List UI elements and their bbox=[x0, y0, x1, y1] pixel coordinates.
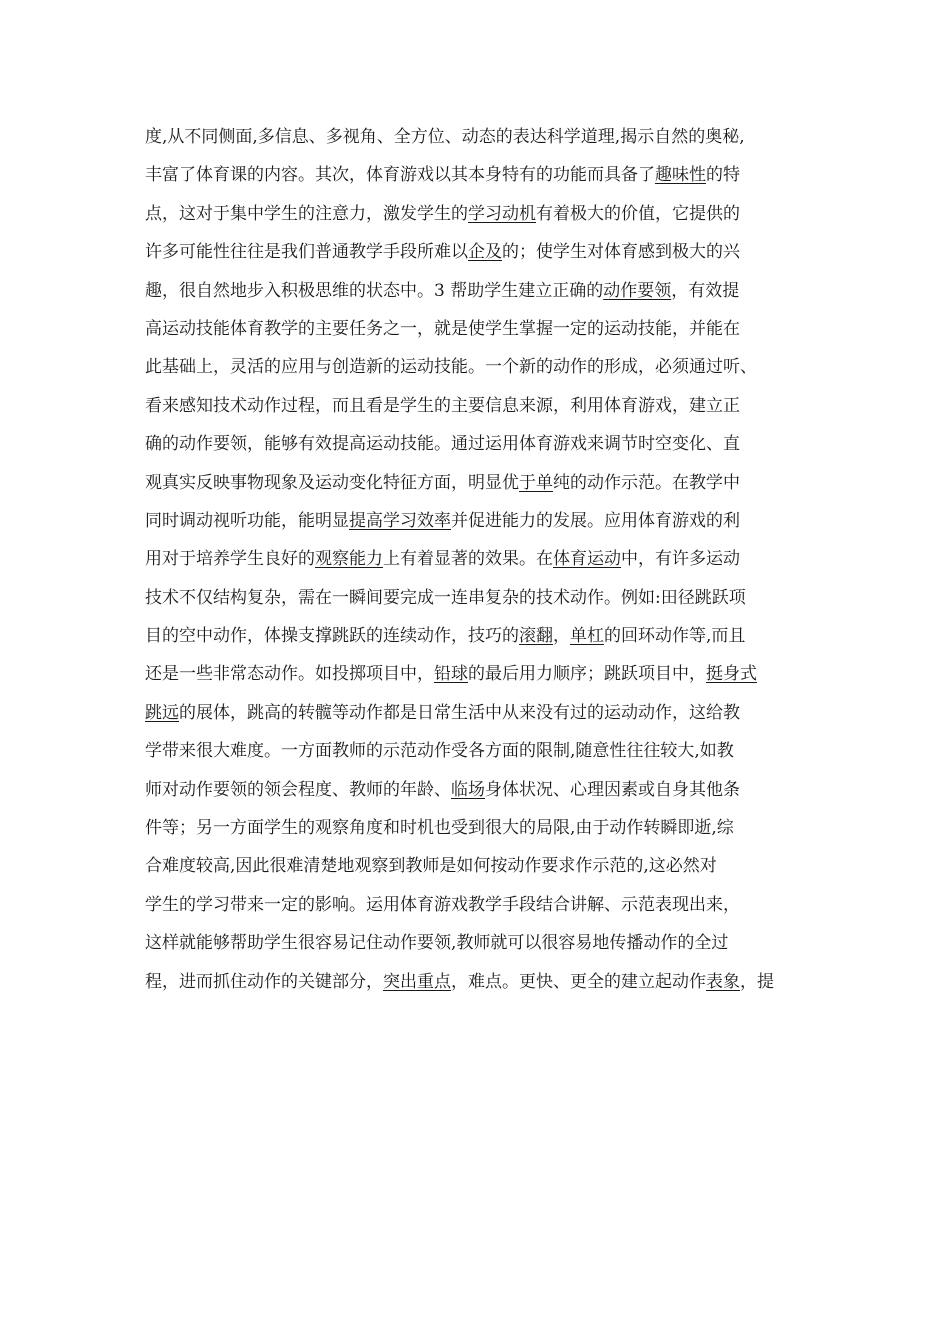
text-run: 看来感知技术动作过程，而且看是学生的主要信息来源，利用体育游戏，建立正 bbox=[145, 395, 740, 416]
hyperlink[interactable]: 表象 bbox=[706, 971, 740, 992]
text-run: ， bbox=[553, 626, 570, 647]
body-text bbox=[145, 118, 810, 1001]
hyperlink[interactable]: 单杠 bbox=[570, 626, 604, 647]
text-run: 学生的学习带来一定的影响。运用体育游戏教学手段结合讲解、示范表现出来， bbox=[145, 894, 740, 915]
text-run: 学带来很大难度。一方面教师的示范动作受各方面的限制,随意性往往较大,如教 bbox=[145, 741, 734, 762]
text-line bbox=[145, 425, 810, 463]
hyperlink[interactable]: 趣味性 bbox=[655, 165, 706, 186]
hyperlink[interactable]: 提高学习效率 bbox=[349, 510, 451, 531]
text-run: 中，有许多运动 bbox=[621, 549, 740, 570]
text-run: 的最后用力顺序；跳跃项目中， bbox=[468, 664, 706, 685]
text-line bbox=[145, 809, 810, 847]
text-line bbox=[145, 771, 810, 809]
text-run: 的展体，跳高的转髋等动作都是日常生活中从来没有过的运动动作，这给教 bbox=[179, 702, 740, 723]
text-run: 趣，很自然地步入积极思维的状态中。3 帮助学生建立正确的 bbox=[145, 280, 604, 301]
text-line bbox=[145, 540, 810, 578]
text-run: 合难度较高,因此很难清楚地观察到教师是如何按动作要求作示范的,这必然对 bbox=[145, 856, 717, 877]
text-run: 点，这对于集中学生的注意力，激发学生的 bbox=[145, 203, 468, 224]
text-run: 的回环动作等,而且 bbox=[604, 626, 746, 647]
text-run: 身体状况、心理因素或自身其他条 bbox=[485, 779, 740, 800]
text-line bbox=[145, 387, 810, 425]
text-run: 许多可能性往往是我们普通教学手段所难以 bbox=[145, 242, 468, 263]
text-line bbox=[145, 233, 810, 271]
text-line bbox=[145, 963, 810, 1001]
text-line bbox=[145, 272, 810, 310]
hyperlink[interactable]: 企及 bbox=[468, 242, 502, 263]
text-run: 师对动作要领的领会程度、教师的年龄、 bbox=[145, 779, 451, 800]
text-run: ，难点。更快、更全的建立起动作 bbox=[451, 971, 706, 992]
text-run: 目的空中动作，体操支撑跳跃的连续动作，技巧的 bbox=[145, 626, 519, 647]
text-line bbox=[145, 732, 810, 770]
text-line bbox=[145, 348, 810, 386]
text-run: 有着极大的价值，它提供的 bbox=[536, 203, 740, 224]
text-run: 件等；另一方面学生的观察角度和时机也受到很大的局限,由于动作转瞬即逝,综 bbox=[145, 818, 734, 839]
text-run: 上有着显著的效果。在 bbox=[383, 549, 553, 570]
text-run: 的特 bbox=[706, 165, 740, 186]
text-run: 这样就能够帮助学生很容易记住动作要领,教师就可以很容易地传播动作的全过 bbox=[145, 933, 729, 954]
text-run: 的；使学生对体育感到极大的兴 bbox=[502, 242, 740, 263]
text-line bbox=[145, 502, 810, 540]
text-run: 确的动作要领，能够有效提高运动技能。通过运用体育游戏来调节时空变化、直 bbox=[145, 434, 740, 455]
text-run: 丰富了体育课的内容。其次，体育游戏以其本身特有的功能而具备了 bbox=[145, 165, 655, 186]
text-line bbox=[145, 694, 810, 732]
text-run: 高运动技能体育教学的主要任务之一，就是使学生掌握一定的运动技能，并能在 bbox=[145, 318, 740, 339]
text-line bbox=[145, 886, 810, 924]
hyperlink[interactable]: 挺身式 bbox=[706, 664, 757, 685]
text-run: 纯的动作示范。在教学中 bbox=[553, 472, 740, 493]
hyperlink[interactable]: 滚翻 bbox=[519, 626, 553, 647]
hyperlink[interactable]: 观察能力 bbox=[315, 549, 383, 570]
text-run: 还是一些非常态动作。如投掷项目中， bbox=[145, 664, 434, 685]
hyperlink[interactable]: 体育运动 bbox=[553, 549, 621, 570]
text-line bbox=[145, 655, 810, 693]
text-run: ，有效提 bbox=[671, 280, 740, 301]
text-run: 用对于培养学生良好的 bbox=[145, 549, 315, 570]
hyperlink[interactable]: 临场 bbox=[451, 779, 485, 800]
hyperlink[interactable]: 于单 bbox=[519, 472, 553, 493]
text-line bbox=[145, 118, 810, 156]
hyperlink[interactable]: 铅球 bbox=[434, 664, 468, 685]
text-line bbox=[145, 464, 810, 502]
hyperlink[interactable]: 跳远 bbox=[145, 702, 179, 723]
text-line bbox=[145, 310, 810, 348]
text-run: 程，进而抓住动作的关键部分， bbox=[145, 971, 383, 992]
text-run: 同时调动视听功能，能明显 bbox=[145, 510, 349, 531]
text-run: 技术不仅结构复杂，需在一瞬间要完成一连串复杂的技术动作。例如:田径跳跃项 bbox=[145, 587, 746, 608]
hyperlink[interactable]: 学习动机 bbox=[468, 203, 536, 224]
hyperlink[interactable]: 动作要领 bbox=[603, 280, 672, 301]
text-line bbox=[145, 847, 810, 885]
text-run: 并促进能力的发展。应用体育游戏的利 bbox=[451, 510, 740, 531]
text-line bbox=[145, 617, 810, 655]
text-line bbox=[145, 156, 810, 194]
hyperlink[interactable]: 突出重点 bbox=[383, 971, 451, 992]
text-run: 度,从不同侧面,多信息、多视角、全方位、动态的表达科学道理,揭示自然的奥秘, bbox=[145, 127, 745, 147]
text-run: 观真实反映事物现象及运动变化特征方面，明显优 bbox=[145, 472, 519, 493]
text-line bbox=[145, 579, 810, 617]
text-line bbox=[145, 195, 810, 233]
text-line bbox=[145, 924, 810, 962]
text-run: ，提 bbox=[740, 971, 774, 992]
text-run: 此基础上，灵活的应用与创造新的运动技能。一个新的动作的形成，必须通过听、 bbox=[145, 357, 757, 378]
